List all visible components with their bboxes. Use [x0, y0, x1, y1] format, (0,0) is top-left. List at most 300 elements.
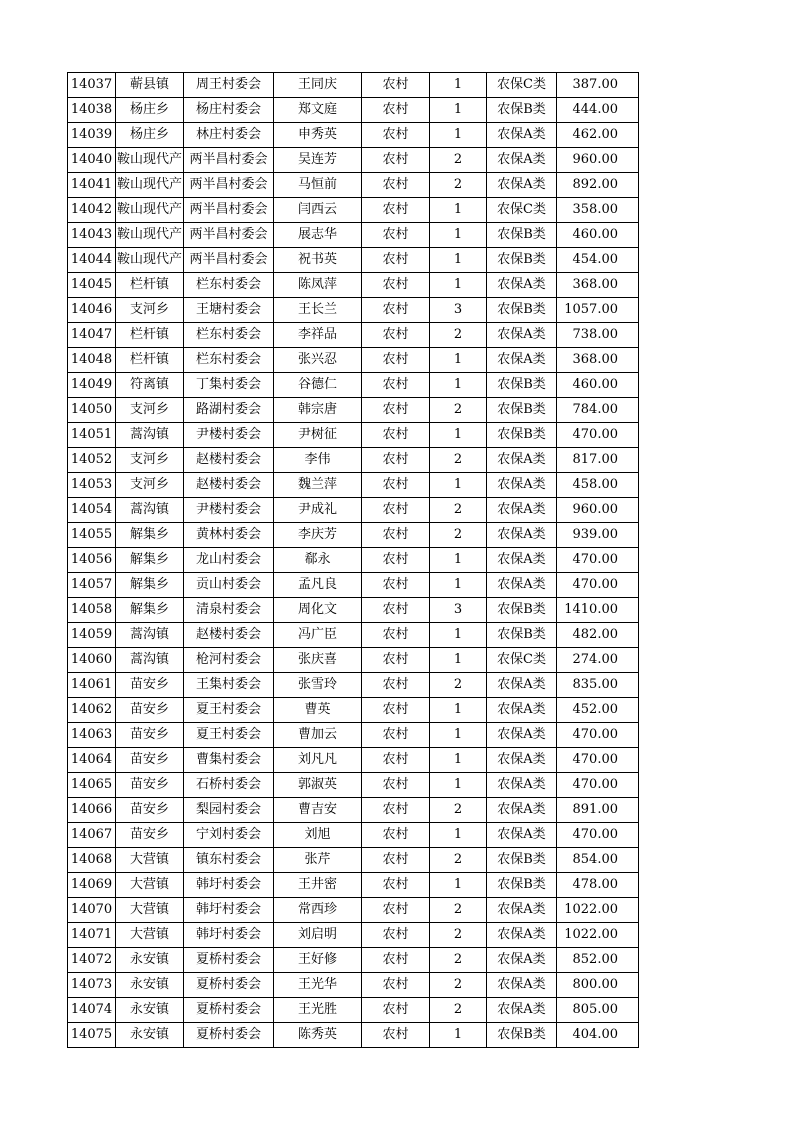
- town-cell: 苗安乡: [116, 673, 184, 698]
- name-cell: 魏兰萍: [274, 473, 362, 498]
- area-type-cell: 农村: [362, 248, 430, 273]
- table-row: [68, 448, 639, 473]
- town-cell: 蒿沟镇: [116, 648, 184, 673]
- table-row: [68, 198, 639, 223]
- name-cell: 闫西云: [274, 198, 362, 223]
- household-size-cell: 1: [430, 423, 487, 448]
- record-id-cell: 14050: [68, 398, 116, 423]
- insurance-category-cell: 农保A类: [487, 173, 557, 198]
- name-cell: 张庆喜: [274, 648, 362, 673]
- town-cell: 苗安乡: [116, 823, 184, 848]
- insurance-category-cell: 农保A类: [487, 348, 557, 373]
- village-cell: 夏桥村委会: [184, 973, 274, 998]
- amount-cell: 478.00: [557, 873, 639, 898]
- insurance-category-cell: 农保B类: [487, 1023, 557, 1048]
- insurance-category-cell: 农保B类: [487, 398, 557, 423]
- table-row: [68, 398, 639, 423]
- household-size-cell: 1: [430, 73, 487, 98]
- town-cell: 杨庄乡: [116, 98, 184, 123]
- insurance-category-cell: 农保A类: [487, 148, 557, 173]
- area-type-cell: 农村: [362, 473, 430, 498]
- town-cell: 支河乡: [116, 398, 184, 423]
- name-cell: 谷德仁: [274, 373, 362, 398]
- table-row: [68, 773, 639, 798]
- town-cell: 解集乡: [116, 523, 184, 548]
- household-size-cell: 1: [430, 223, 487, 248]
- area-type-cell: 农村: [362, 973, 430, 998]
- village-cell: 赵楼村委会: [184, 448, 274, 473]
- amount-cell: 470.00: [557, 823, 639, 848]
- household-size-cell: 1: [430, 748, 487, 773]
- town-cell: 永安镇: [116, 998, 184, 1023]
- town-cell: 苗安乡: [116, 798, 184, 823]
- household-size-cell: 2: [430, 398, 487, 423]
- insurance-category-cell: 农保C类: [487, 198, 557, 223]
- amount-cell: 460.00: [557, 223, 639, 248]
- amount-cell: 852.00: [557, 948, 639, 973]
- name-cell: 尹成礼: [274, 498, 362, 523]
- area-type-cell: 农村: [362, 773, 430, 798]
- town-cell: 蒿沟镇: [116, 623, 184, 648]
- amount-cell: 454.00: [557, 248, 639, 273]
- town-cell: 蕲县镇: [116, 73, 184, 98]
- town-cell: 支河乡: [116, 448, 184, 473]
- household-size-cell: 1: [430, 723, 487, 748]
- record-id-cell: 14063: [68, 723, 116, 748]
- table-row: [68, 798, 639, 823]
- village-cell: 两半昌村委会: [184, 223, 274, 248]
- insurance-category-cell: 农保A类: [487, 523, 557, 548]
- insurance-category-cell: 农保B类: [487, 298, 557, 323]
- area-type-cell: 农村: [362, 648, 430, 673]
- amount-cell: 784.00: [557, 398, 639, 423]
- record-id-cell: 14069: [68, 873, 116, 898]
- area-type-cell: 农村: [362, 748, 430, 773]
- household-size-cell: 2: [430, 923, 487, 948]
- record-id-cell: 14070: [68, 898, 116, 923]
- household-size-cell: 2: [430, 173, 487, 198]
- village-cell: 林庄村委会: [184, 123, 274, 148]
- area-type-cell: 农村: [362, 73, 430, 98]
- area-type-cell: 农村: [362, 348, 430, 373]
- table-row: [68, 673, 639, 698]
- name-cell: 李伟: [274, 448, 362, 473]
- roster-body: [68, 73, 639, 1048]
- name-cell: 王好修: [274, 948, 362, 973]
- town-cell: 鞍山现代产: [116, 173, 184, 198]
- area-type-cell: 农村: [362, 898, 430, 923]
- insurance-category-cell: 农保A类: [487, 773, 557, 798]
- insurance-category-cell: 农保C类: [487, 648, 557, 673]
- village-cell: 夏王村委会: [184, 698, 274, 723]
- amount-cell: 738.00: [557, 323, 639, 348]
- insurance-category-cell: 农保A类: [487, 698, 557, 723]
- household-size-cell: 3: [430, 298, 487, 323]
- town-cell: 永安镇: [116, 1023, 184, 1048]
- town-cell: 大营镇: [116, 898, 184, 923]
- record-id-cell: 14037: [68, 73, 116, 98]
- table-row: [68, 648, 639, 673]
- village-cell: 枪河村委会: [184, 648, 274, 673]
- town-cell: 栏杆镇: [116, 348, 184, 373]
- amount-cell: 817.00: [557, 448, 639, 473]
- record-id-cell: 14075: [68, 1023, 116, 1048]
- household-size-cell: 1: [430, 348, 487, 373]
- amount-cell: 274.00: [557, 648, 639, 673]
- table-row: [68, 923, 639, 948]
- insurance-category-cell: 农保A类: [487, 123, 557, 148]
- village-cell: 夏桥村委会: [184, 1023, 274, 1048]
- table-row: [68, 223, 639, 248]
- area-type-cell: 农村: [362, 723, 430, 748]
- table-row: [68, 173, 639, 198]
- household-size-cell: 1: [430, 823, 487, 848]
- town-cell: 杨庄乡: [116, 123, 184, 148]
- town-cell: 鞍山现代产: [116, 198, 184, 223]
- insurance-category-cell: 农保A类: [487, 748, 557, 773]
- record-id-cell: 14052: [68, 448, 116, 473]
- insurance-category-cell: 农保B类: [487, 98, 557, 123]
- village-cell: 镇东村委会: [184, 848, 274, 873]
- amount-cell: 891.00: [557, 798, 639, 823]
- table-row: [68, 698, 639, 723]
- household-size-cell: 2: [430, 948, 487, 973]
- village-cell: 两半昌村委会: [184, 173, 274, 198]
- name-cell: 陈凤萍: [274, 273, 362, 298]
- record-id-cell: 14049: [68, 373, 116, 398]
- village-cell: 清泉村委会: [184, 598, 274, 623]
- village-cell: 赵楼村委会: [184, 623, 274, 648]
- insurance-category-cell: 农保B类: [487, 223, 557, 248]
- table-row: [68, 1023, 639, 1048]
- amount-cell: 470.00: [557, 773, 639, 798]
- town-cell: 解集乡: [116, 573, 184, 598]
- amount-cell: 939.00: [557, 523, 639, 548]
- area-type-cell: 农村: [362, 798, 430, 823]
- record-id-cell: 14072: [68, 948, 116, 973]
- record-id-cell: 14074: [68, 998, 116, 1023]
- town-cell: 鞍山现代产: [116, 248, 184, 273]
- insurance-category-cell: 农保A类: [487, 473, 557, 498]
- household-size-cell: 1: [430, 273, 487, 298]
- record-id-cell: 14047: [68, 323, 116, 348]
- area-type-cell: 农村: [362, 873, 430, 898]
- amount-cell: 358.00: [557, 198, 639, 223]
- village-cell: 两半昌村委会: [184, 148, 274, 173]
- household-size-cell: 2: [430, 448, 487, 473]
- amount-cell: 368.00: [557, 348, 639, 373]
- area-type-cell: 农村: [362, 148, 430, 173]
- town-cell: 大营镇: [116, 848, 184, 873]
- name-cell: 张兴忍: [274, 348, 362, 373]
- amount-cell: 482.00: [557, 623, 639, 648]
- amount-cell: 1410.00: [557, 598, 639, 623]
- town-cell: 苗安乡: [116, 773, 184, 798]
- table-row: [68, 473, 639, 498]
- town-cell: 栏杆镇: [116, 323, 184, 348]
- area-type-cell: 农村: [362, 948, 430, 973]
- village-cell: 栏东村委会: [184, 273, 274, 298]
- table-row: [68, 573, 639, 598]
- table-row: [68, 323, 639, 348]
- name-cell: 陈秀英: [274, 1023, 362, 1048]
- amount-cell: 470.00: [557, 723, 639, 748]
- household-size-cell: 2: [430, 898, 487, 923]
- area-type-cell: 农村: [362, 1023, 430, 1048]
- town-cell: 大营镇: [116, 923, 184, 948]
- table-row: [68, 73, 639, 98]
- name-cell: 韩宗唐: [274, 398, 362, 423]
- name-cell: 王光华: [274, 973, 362, 998]
- area-type-cell: 农村: [362, 498, 430, 523]
- household-size-cell: 2: [430, 148, 487, 173]
- table-row: [68, 998, 639, 1023]
- insurance-category-cell: 农保B类: [487, 423, 557, 448]
- household-size-cell: 2: [430, 848, 487, 873]
- record-id-cell: 14043: [68, 223, 116, 248]
- area-type-cell: 农村: [362, 998, 430, 1023]
- insurance-category-cell: 农保A类: [487, 998, 557, 1023]
- table-row: [68, 273, 639, 298]
- town-cell: 大营镇: [116, 873, 184, 898]
- amount-cell: 800.00: [557, 973, 639, 998]
- table-row: [68, 148, 639, 173]
- table-row: [68, 523, 639, 548]
- amount-cell: 1022.00: [557, 898, 639, 923]
- town-cell: 永安镇: [116, 973, 184, 998]
- household-size-cell: 1: [430, 623, 487, 648]
- name-cell: 王同庆: [274, 73, 362, 98]
- area-type-cell: 农村: [362, 698, 430, 723]
- table-row: [68, 98, 639, 123]
- area-type-cell: 农村: [362, 198, 430, 223]
- name-cell: 郭淑英: [274, 773, 362, 798]
- amount-cell: 458.00: [557, 473, 639, 498]
- insurance-category-cell: 农保B类: [487, 373, 557, 398]
- amount-cell: 470.00: [557, 423, 639, 448]
- town-cell: 鞍山现代产: [116, 223, 184, 248]
- amount-cell: 960.00: [557, 498, 639, 523]
- village-cell: 夏桥村委会: [184, 948, 274, 973]
- household-size-cell: 1: [430, 98, 487, 123]
- household-size-cell: 1: [430, 648, 487, 673]
- record-id-cell: 14042: [68, 198, 116, 223]
- insurance-category-cell: 农保A类: [487, 673, 557, 698]
- name-cell: 申秀英: [274, 123, 362, 148]
- town-cell: 永安镇: [116, 948, 184, 973]
- insurance-category-cell: 农保A类: [487, 798, 557, 823]
- name-cell: 郑文庭: [274, 98, 362, 123]
- table-row: [68, 748, 639, 773]
- village-cell: 赵楼村委会: [184, 473, 274, 498]
- table-row: [68, 348, 639, 373]
- amount-cell: 368.00: [557, 273, 639, 298]
- town-cell: 苗安乡: [116, 698, 184, 723]
- village-cell: 韩圩村委会: [184, 898, 274, 923]
- village-cell: 两半昌村委会: [184, 248, 274, 273]
- name-cell: 曹吉安: [274, 798, 362, 823]
- household-size-cell: 2: [430, 523, 487, 548]
- household-size-cell: 2: [430, 798, 487, 823]
- table-row: [68, 598, 639, 623]
- household-size-cell: 1: [430, 123, 487, 148]
- amount-cell: 460.00: [557, 373, 639, 398]
- household-size-cell: 1: [430, 698, 487, 723]
- table-row: [68, 848, 639, 873]
- amount-cell: 444.00: [557, 98, 639, 123]
- household-size-cell: 1: [430, 773, 487, 798]
- record-id-cell: 14060: [68, 648, 116, 673]
- amount-cell: 470.00: [557, 748, 639, 773]
- insurance-category-cell: 农保B类: [487, 623, 557, 648]
- record-id-cell: 14068: [68, 848, 116, 873]
- name-cell: 尹树征: [274, 423, 362, 448]
- name-cell: 常西珍: [274, 898, 362, 923]
- area-type-cell: 农村: [362, 423, 430, 448]
- town-cell: 鞍山现代产: [116, 148, 184, 173]
- name-cell: 王光胜: [274, 998, 362, 1023]
- area-type-cell: 农村: [362, 298, 430, 323]
- table-row: [68, 623, 639, 648]
- table-row: [68, 823, 639, 848]
- insurance-category-cell: 农保B类: [487, 873, 557, 898]
- table-row: [68, 948, 639, 973]
- name-cell: 王长兰: [274, 298, 362, 323]
- village-cell: 黄林村委会: [184, 523, 274, 548]
- record-id-cell: 14054: [68, 498, 116, 523]
- amount-cell: 854.00: [557, 848, 639, 873]
- village-cell: 韩圩村委会: [184, 873, 274, 898]
- household-size-cell: 1: [430, 248, 487, 273]
- area-type-cell: 农村: [362, 598, 430, 623]
- record-id-cell: 14057: [68, 573, 116, 598]
- town-cell: 解集乡: [116, 548, 184, 573]
- amount-cell: 462.00: [557, 123, 639, 148]
- village-cell: 石桥村委会: [184, 773, 274, 798]
- amount-cell: 404.00: [557, 1023, 639, 1048]
- amount-cell: 470.00: [557, 573, 639, 598]
- area-type-cell: 农村: [362, 123, 430, 148]
- table-row: [68, 423, 639, 448]
- name-cell: 冯广臣: [274, 623, 362, 648]
- village-cell: 宁刘村委会: [184, 823, 274, 848]
- insurance-category-cell: 农保A类: [487, 323, 557, 348]
- table-row: [68, 898, 639, 923]
- name-cell: 张雪玲: [274, 673, 362, 698]
- household-size-cell: 1: [430, 1023, 487, 1048]
- name-cell: 李庆芳: [274, 523, 362, 548]
- town-cell: 苗安乡: [116, 723, 184, 748]
- record-id-cell: 14046: [68, 298, 116, 323]
- table-row: [68, 548, 639, 573]
- name-cell: 郗永: [274, 548, 362, 573]
- village-cell: 栏东村委会: [184, 348, 274, 373]
- village-cell: 韩圩村委会: [184, 923, 274, 948]
- amount-cell: 452.00: [557, 698, 639, 723]
- record-id-cell: 14058: [68, 598, 116, 623]
- name-cell: 孟凡良: [274, 573, 362, 598]
- amount-cell: 960.00: [557, 148, 639, 173]
- village-cell: 龙山村委会: [184, 548, 274, 573]
- household-size-cell: 1: [430, 548, 487, 573]
- name-cell: 吴连芳: [274, 148, 362, 173]
- name-cell: 周化文: [274, 598, 362, 623]
- record-id-cell: 14059: [68, 623, 116, 648]
- town-cell: 栏杆镇: [116, 273, 184, 298]
- town-cell: 蒿沟镇: [116, 423, 184, 448]
- record-id-cell: 14061: [68, 673, 116, 698]
- name-cell: 曹加云: [274, 723, 362, 748]
- town-cell: 支河乡: [116, 298, 184, 323]
- area-type-cell: 农村: [362, 923, 430, 948]
- insurance-category-cell: 农保A类: [487, 573, 557, 598]
- village-cell: 周王村委会: [184, 73, 274, 98]
- household-size-cell: 1: [430, 198, 487, 223]
- record-id-cell: 14038: [68, 98, 116, 123]
- insurance-category-cell: 农保B类: [487, 848, 557, 873]
- table-row: [68, 973, 639, 998]
- household-size-cell: 2: [430, 498, 487, 523]
- name-cell: 刘启明: [274, 923, 362, 948]
- record-id-cell: 14040: [68, 148, 116, 173]
- insurance-category-cell: 农保A类: [487, 898, 557, 923]
- amount-cell: 835.00: [557, 673, 639, 698]
- record-id-cell: 14051: [68, 423, 116, 448]
- village-cell: 梨园村委会: [184, 798, 274, 823]
- household-size-cell: 1: [430, 873, 487, 898]
- insurance-category-cell: 农保A类: [487, 273, 557, 298]
- amount-cell: 892.00: [557, 173, 639, 198]
- village-cell: 尹楼村委会: [184, 498, 274, 523]
- record-id-cell: 14055: [68, 523, 116, 548]
- name-cell: 祝书英: [274, 248, 362, 273]
- area-type-cell: 农村: [362, 173, 430, 198]
- record-id-cell: 14067: [68, 823, 116, 848]
- insurance-category-cell: 农保B类: [487, 598, 557, 623]
- table-row: [68, 248, 639, 273]
- household-size-cell: 1: [430, 473, 487, 498]
- amount-cell: 805.00: [557, 998, 639, 1023]
- name-cell: 刘旭: [274, 823, 362, 848]
- area-type-cell: 农村: [362, 823, 430, 848]
- area-type-cell: 农村: [362, 398, 430, 423]
- village-cell: 夏王村委会: [184, 723, 274, 748]
- name-cell: 曹英: [274, 698, 362, 723]
- village-cell: 王集村委会: [184, 673, 274, 698]
- household-size-cell: 1: [430, 573, 487, 598]
- village-cell: 贡山村委会: [184, 573, 274, 598]
- town-cell: 解集乡: [116, 598, 184, 623]
- insurance-category-cell: 农保C类: [487, 73, 557, 98]
- insurance-category-cell: 农保B类: [487, 248, 557, 273]
- area-type-cell: 农村: [362, 573, 430, 598]
- household-size-cell: 1: [430, 373, 487, 398]
- roster-table: [67, 72, 639, 1048]
- insurance-category-cell: 农保A类: [487, 548, 557, 573]
- table-row: [68, 373, 639, 398]
- village-cell: 栏东村委会: [184, 323, 274, 348]
- area-type-cell: 农村: [362, 623, 430, 648]
- village-cell: 王塘村委会: [184, 298, 274, 323]
- area-type-cell: 农村: [362, 323, 430, 348]
- record-id-cell: 14039: [68, 123, 116, 148]
- household-size-cell: 2: [430, 998, 487, 1023]
- area-type-cell: 农村: [362, 223, 430, 248]
- amount-cell: 470.00: [557, 548, 639, 573]
- name-cell: 张芹: [274, 848, 362, 873]
- record-id-cell: 14053: [68, 473, 116, 498]
- insurance-category-cell: 农保A类: [487, 448, 557, 473]
